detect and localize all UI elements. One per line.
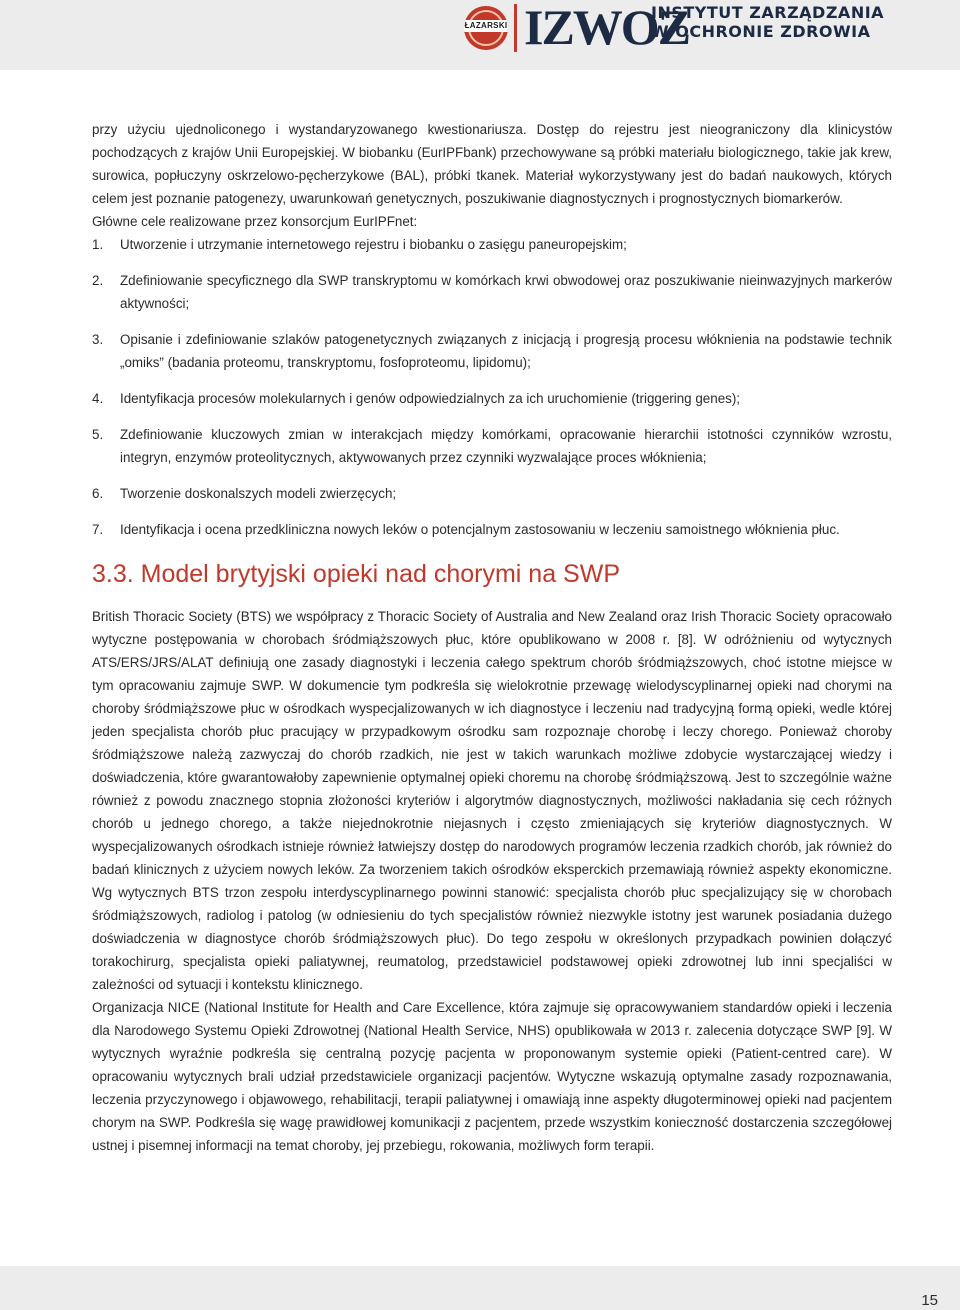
list-number: 6. bbox=[92, 486, 104, 501]
list-text: Utworzenie i utrzymanie internetowego rejestru i biobanku o zasięgu paneuropejskim; bbox=[120, 237, 627, 252]
list-number: 5. bbox=[92, 427, 104, 442]
institute-line-2: W OCHRONIE ZDROWIA bbox=[651, 22, 871, 41]
list-item bbox=[92, 269, 892, 315]
nice-paragraph: Organizacja NICE (National Institute for Health and Care Excellence, która zajmuje się opracowywaniem standardów opieki i leczenia dla Narodowego Systemu Opieki Zdrowotnej (National Health Service, NHS) opublikowała w 2013 r. zalecenia dotyczące SWP [9]. W wytycznych wyraźnie podkreśla się centralną pozycję pacjenta w proponowanym systemie opieki (Patient-centred care). W opracowaniu wytycznych brali udział przedstawiciele organizacji pacjentów. Wytyczne wskazują optymalne zasady rozpoznawania, leczenia przyczynowego i objawowego, rehabilitacji, terapii paliatywnej i omawiają inne aspekty długoterminowej opieki nad pacjentem chorym na SWP. Podkreśla się wagę prawidłowej komunikacji z pacjentem, przede wszystkim konieczność dostarczenia szczegółowej ustnej i pisemnej informacji na temat choroby, jej przebiegu, rokowania, możliwych form terapii. bbox=[92, 1000, 892, 1153]
list-item bbox=[92, 423, 892, 469]
list-text: Tworzenie doskonalszych modeli zwierzęcych; bbox=[120, 486, 397, 501]
izwoz-logo: IZWOZ bbox=[524, 0, 690, 55]
list-number: 4. bbox=[92, 391, 104, 406]
page-content bbox=[92, 118, 892, 1157]
list-item bbox=[92, 233, 892, 256]
intro-paragraph: przy użyciu ujednoliconego i wystandaryzowanego kwestionariusza. Dostęp do rejestru jest nieograniczony dla klinicystów pochodzących z krajów Unii Europejskiej. W biobanku (EurIPFbank) przechowywane są próbki materiału biologicznego, takie jak krew, surowica, popłuczyny oskrzelowo-pęcherzykowe (BAL), próbki tkanek. Materiał wykorzystywany jest do badań naukowych, których celem jest poznanie patogenezy, uwarunkowań genetycznych, poszukiwanie diagnostycznych i prognostycznych biomarkerów. bbox=[92, 122, 892, 206]
list-item bbox=[92, 328, 892, 374]
page-footer bbox=[0, 1266, 960, 1310]
list-text: Opisanie i zdefiniowanie szlaków patogenetycznych związanych z inicjacją i progresją procesu włóknienia na podstawie technik „omiks” (badania proteomu, transkryptomu, fosfoproteomu, lipidomu); bbox=[120, 332, 892, 370]
list-item bbox=[92, 518, 892, 541]
list-text: Zdefiniowanie kluczowych zmian w interakcjach między komórkami, opracowanie hierarchii istotności czynników wzrostu, integryn, enzymów proteolitycznych, aktywowanych przez czynniki wyzwalające proces włóknienia; bbox=[120, 427, 892, 465]
institute-name bbox=[651, 3, 884, 41]
seal-label: ŁAZARSKI bbox=[464, 21, 508, 30]
list-text: Identyfikacja procesów molekularnych i genów odpowiedzialnych za ich uruchomienie (triggering genes); bbox=[120, 391, 741, 406]
page-header bbox=[0, 0, 960, 70]
section-title: 3.3. Model brytyjski opieki nad chorymi na SWP bbox=[92, 560, 620, 588]
list-number: 7. bbox=[92, 522, 104, 537]
institute-line-1: INSTYTUT ZARZĄDZANIA bbox=[651, 3, 885, 22]
university-seal-logo bbox=[464, 6, 508, 50]
list-number: 3. bbox=[92, 332, 104, 347]
bts-paragraph: British Thoracic Society (BTS) we współpracy z Thoracic Society of Australia and New Zealand oraz Irish Thoracic Society opracowało wytyczne postępowania w chorobach śródmiąższowych płuc, które opublikowano w 2008 r. [8]. W odróżnieniu od wytycznych ATS/ERS/JRS/ALAT definiują one zasady diagnostyki i leczenia całego spektrum chorób śródmiąższowych, choć istotne miejsce w tym opracowaniu zajmuje SWP. W dokumencie tym podkreśla się wielokrotnie przewagę wielodyscyplinarnej opieki nad chorymi na choroby śródmiąższowe płuc w ośrodkach wyspecjalizowanych w ich diagnostyce i leczeniu nad tradycyjną formą opieki, wedle której jeden specjalista chorób płuc pracujący w przypadkowym ośrodku sam rozpoznaje chorobę i leczy chorego. Ponieważ choroby śródmiąższowe należą zazwyczaj do chorób rzadkich, nie jest w takich warunkach możliwe zdobycie wystarczającej wiedzy i doświadczenia, które gwarantowałoby zapewnienie optymalnej opieki choremu na chorobę śródmiąższową. Jest to szczególnie ważne również z powodu znacznego stopnia złożoności kryteriów i algorytmów diagnostycznych, możliwości nakładania się cech różnych chorób u jednego chorego, a także niejednokrotnie niejasnych i często zmieniających się kryteriów diagnostycznych. W wyspecjalizowanych ośrodkach istnieje również łatwiejszy dostęp do narodowych programów leczenia rzadkich chorób, jak również do badań klinicznych z użyciem nowych leków. Za tworzeniem takich ośrodków eksperckich przemawiają również aspekty ekonomiczne. Wg wytycznych BTS trzon zespołu interdyscyplinarnego powinni stanowić: specjalista chorób płuc specjalizujący się w chorobach śródmiąższowych, radiolog i patolog (w odniesieniu do tych specjalistów również niezwykle istotny jest warunek posiadania dużego doświadczenia w diagnostyce chorób śródmiąższowych płuc). Do tego zespołu w określonych przypadkach powinien dołączyć torakochirurg, specjalista opieki paliatywnej, reumatolog, przedstawiciel podstawowej opieki zdrowotnej lub inni specjaliści w zależności od sytuacji i kontekstu klinicznego. bbox=[92, 609, 892, 992]
logo-divider bbox=[514, 4, 517, 52]
list-text: Zdefiniowanie specyficznego dla SWP transkryptomu w komórkach krwi obwodowej oraz poszukiwanie nieinwazyjnych markerów aktywności; bbox=[120, 273, 892, 311]
list-item bbox=[92, 387, 892, 410]
list-text: Identyfikacja i ocena przedkliniczna nowych leków o potencjalnym zastosowaniu w leczeniu samoistnego włóknienia płuc. bbox=[120, 522, 840, 537]
goals-list bbox=[92, 233, 892, 541]
list-item bbox=[92, 482, 892, 505]
goals-heading: Główne cele realizowane przez konsorcjum EurIPFnet: bbox=[92, 214, 418, 229]
list-number: 1. bbox=[92, 237, 104, 252]
list-number: 2. bbox=[92, 273, 104, 288]
page-number: 15 bbox=[921, 1292, 938, 1309]
